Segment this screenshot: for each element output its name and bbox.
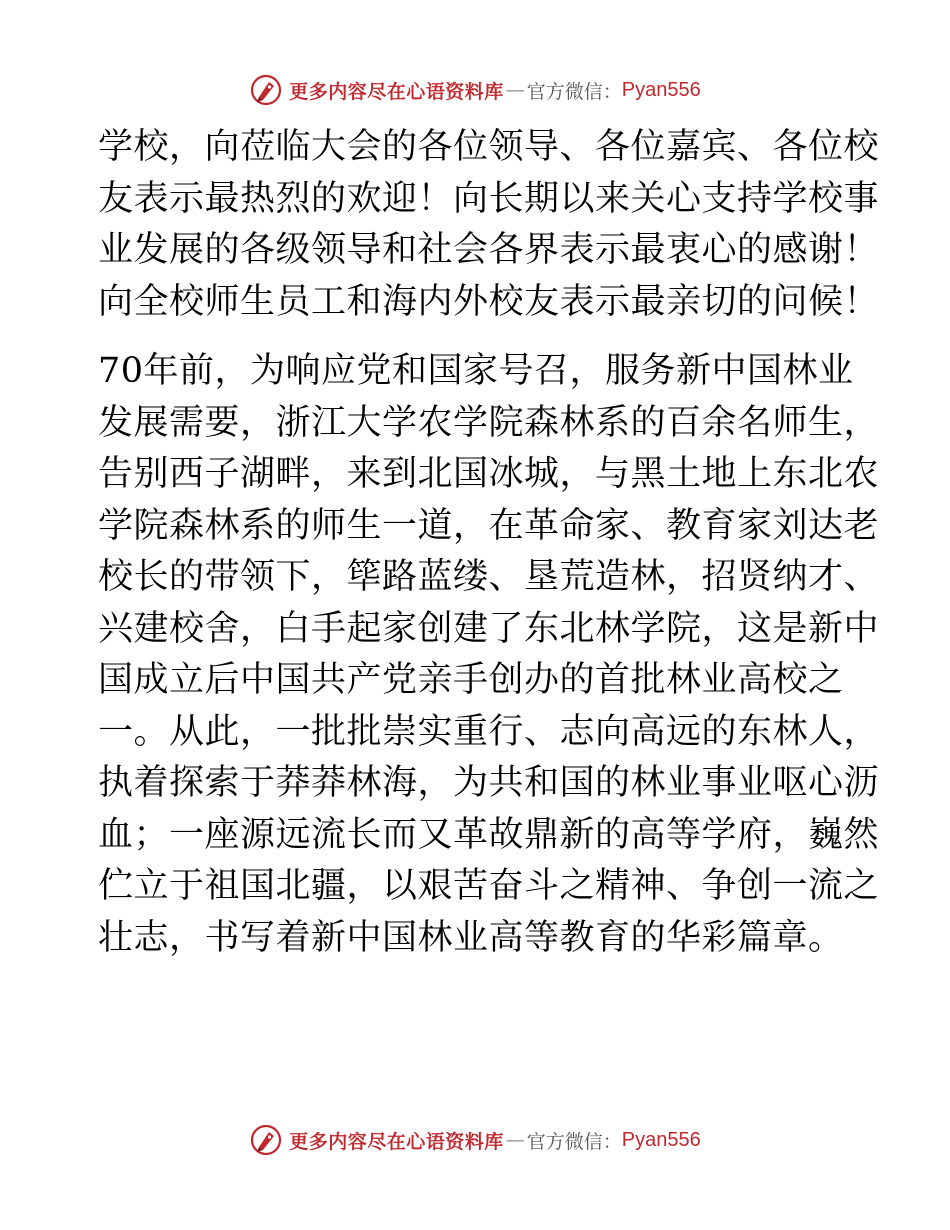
text-line: 70年前，为响应党和国家号召，服务新中国林业 (98, 351, 854, 391)
header-banner (0, 70, 950, 110)
pen-nib-logo-icon (249, 73, 283, 107)
text-line: 伫立于祖国北疆，以艰苦奋斗之精神、争创一流之 (98, 866, 880, 906)
paragraph-welcome (98, 122, 880, 328)
footer-site-name: 更多内容尽在心语资料库 (289, 1130, 504, 1153)
text-line: 业发展的各级领导和社会各界表示最衷心的感谢！ (98, 230, 880, 270)
header-separator: — (505, 79, 525, 101)
header-wechat-label: 官方微信： (526, 80, 622, 103)
footer-wechat-label: 官方微信： (526, 1130, 622, 1153)
text-line: 校长的带领下，筚路蓝缕、垦荒造林，招贤纳才、 (98, 557, 880, 597)
footer-wechat-id: Pyan556 (621, 1128, 701, 1151)
text-line: 向全校师生员工和海内外校友表示最亲切的问候！ (98, 281, 880, 322)
document-body (98, 122, 880, 964)
text-line: 学院森林系的师生一道，在革命家、教育家刘达老 (98, 505, 880, 546)
paragraph-history (98, 346, 880, 964)
text-line: 学校，向莅临大会的各位领导、各位嘉宾、各位校 (98, 127, 880, 167)
footer-separator: — (505, 1129, 525, 1151)
footer-banner (0, 1120, 950, 1160)
text-line: 友表示最热烈的欢迎！向长期以来关心支持学校事 (98, 178, 880, 219)
text-line: 血；一座源远流长而又革故鼎新的高等学府，巍然 (98, 814, 880, 855)
text-line: 一。从此，一批批崇实重行、志向高远的东林人， (98, 711, 880, 752)
text-line: 执着探索于莽莽林海，为共和国的林业事业呕心沥 (98, 763, 880, 803)
text-line: 告别西子湖畔，来到北国冰城，与黑土地上东北农 (98, 454, 880, 494)
pen-nib-logo-icon (249, 1123, 283, 1157)
text-line: 发展需要，浙江大学农学院森林系的百余名师生， (98, 402, 880, 443)
text-line: 壮志，书写着新中国林业高等教育的华彩篇章。 (98, 917, 844, 958)
text-line: 国成立后中国共产党亲手创办的首批林业高校之 (98, 660, 844, 700)
header-wechat-id: Pyan556 (621, 78, 701, 101)
header-site-name: 更多内容尽在心语资料库 (289, 80, 504, 103)
text-line: 兴建校舍，白手起家创建了东北林学院，这是新中 (98, 608, 880, 649)
